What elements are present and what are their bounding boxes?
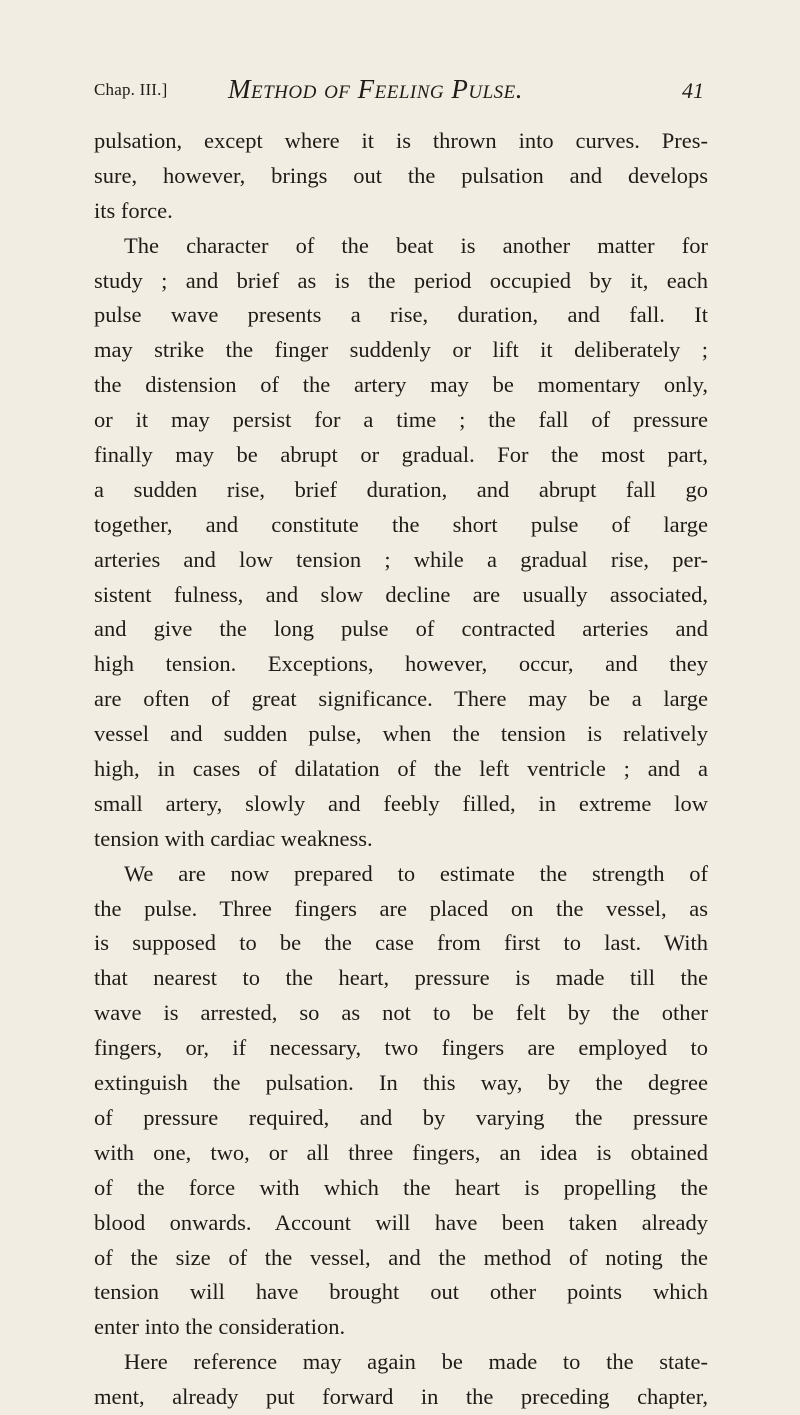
text-line: with one, two, or all three fingers, an idea is obtained	[94, 1139, 708, 1165]
text-line: are often of great significance. There may be a large	[94, 686, 708, 712]
text-line: is supposed to be the case from first to last. With	[94, 930, 708, 956]
text-line: small artery, slowly and feebly filled, in extreme low	[94, 790, 708, 816]
text-line: vessel and sudden pulse, when the tension is relatively	[94, 721, 708, 747]
text-line: finally may be abrupt or gradual. For the most part,	[94, 442, 708, 468]
text-line: We are now prepared to estimate the strength of	[124, 860, 708, 886]
text-line: and give the long pulse of contracted arteries and	[94, 616, 708, 642]
text-line: its force.	[94, 197, 173, 223]
chapter-reference: Chap. III.]	[94, 80, 168, 99]
text-line: enter into the consideration.	[94, 1314, 346, 1340]
text-line: the distension of the artery may be momentary only,	[94, 372, 708, 398]
text-line: together, and constitute the short pulse of large	[94, 511, 708, 537]
text-line: pulsation, except where it is thrown into curves. Pres-	[94, 128, 708, 153]
running-head	[94, 74, 704, 110]
text-line: high tension. Exceptions, however, occur, and they	[94, 651, 708, 677]
text-line: blood onwards. Account will have been taken already	[94, 1209, 708, 1235]
text-line: a sudden rise, brief duration, and abrupt fall go	[94, 476, 708, 502]
text-line: of pressure required, and by varying the pressure	[94, 1104, 708, 1130]
body-text	[94, 124, 708, 1415]
text-line: sure, however, brings out the pulsation and develops	[94, 162, 708, 188]
page-number: 41	[682, 78, 704, 103]
text-line: of the force with which the heart is propelling the	[94, 1174, 708, 1200]
text-line: pulse wave presents a rise, duration, and fall. It	[94, 302, 708, 328]
text-line: fingers, or, if necessary, two fingers are employed to	[94, 1035, 708, 1061]
text-line: The character of the beat is another matter for	[124, 232, 708, 258]
text-line: study ; and brief as is the period occupied by it, each	[94, 267, 708, 293]
running-title: Method of Feeling Pulse.	[228, 74, 524, 104]
text-line: tension will have brought out other points which	[94, 1279, 708, 1305]
text-line: or it may persist for a time ; the fall of pressure	[94, 407, 708, 433]
text-line: extinguish the pulsation. In this way, by the degree	[94, 1070, 708, 1096]
text-line: ment, already put forward in the preceding chapter,	[94, 1384, 708, 1410]
text-line: of the size of the vessel, and the method of noting the	[94, 1244, 708, 1270]
text-line: wave is arrested, so as not to be felt by the other	[94, 1000, 708, 1026]
text-line: high, in cases of dilatation of the left ventricle ; and a	[94, 756, 708, 782]
text-line: may strike the finger suddenly or lift it deliberately ;	[94, 337, 708, 363]
text-line: sistent fulness, and slow decline are usually associated,	[94, 581, 708, 607]
text-line: the pulse. Three fingers are placed on the vessel, as	[94, 895, 708, 921]
text-line: Here reference may again be made to the state-	[124, 1349, 708, 1375]
text-line: tension with cardiac weakness.	[94, 825, 373, 851]
text-line: arteries and low tension ; while a gradual rise, per-	[94, 546, 708, 572]
text-line: that nearest to the heart, pressure is made till the	[94, 965, 708, 991]
